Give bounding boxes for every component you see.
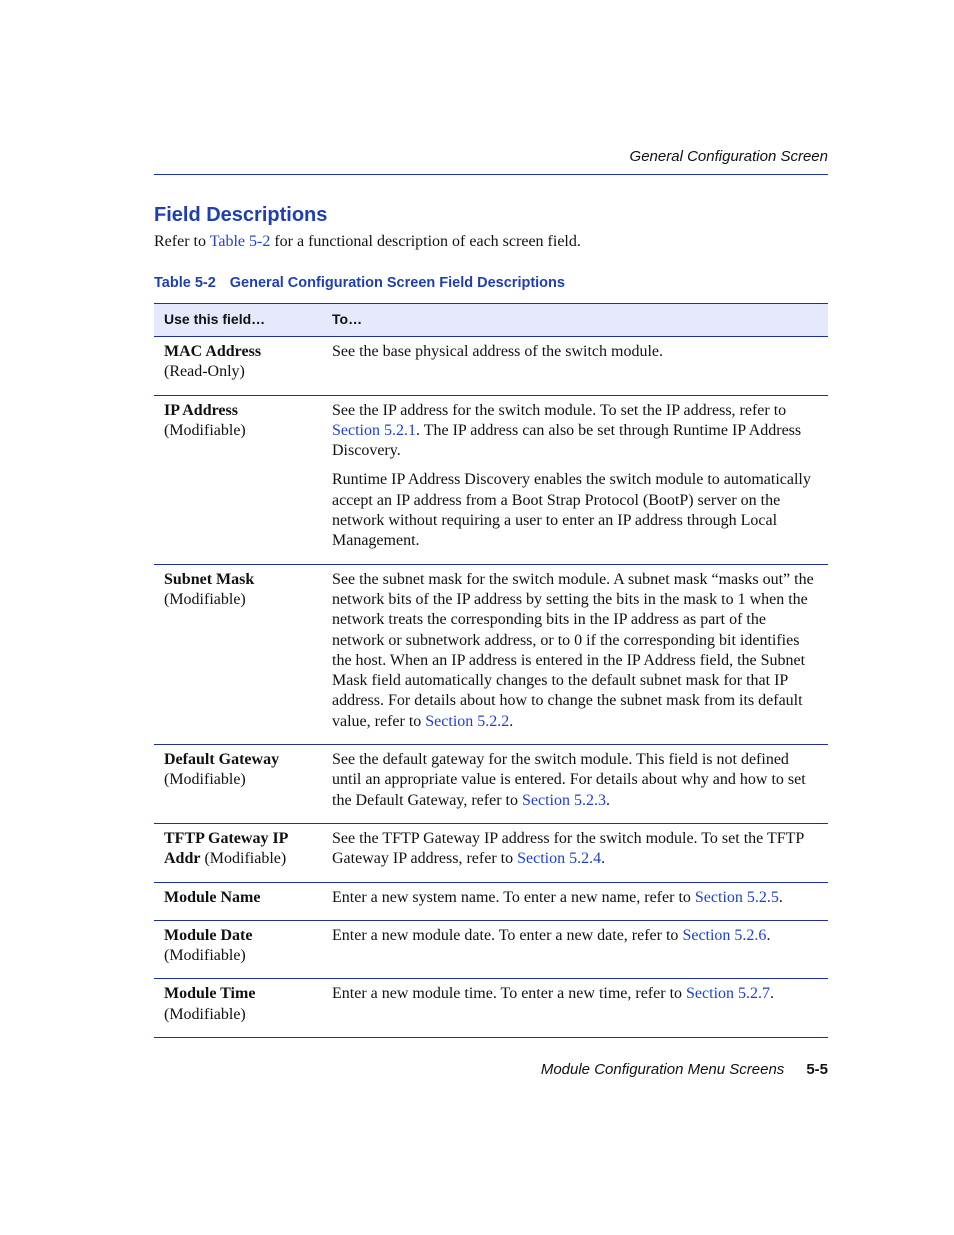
field-cell (154, 882, 322, 920)
description-part: . (509, 712, 514, 730)
description-part: Enter a new module time. To enter a new time, refer to (332, 985, 687, 1003)
intro-text: Refer to (154, 233, 210, 250)
field-cell (154, 564, 322, 744)
table-row (154, 979, 828, 1038)
description-part: . (766, 926, 771, 944)
field-qualifier: (Modifiable) (164, 947, 246, 965)
description-text (332, 926, 820, 946)
description-text (332, 570, 820, 732)
field-cell (154, 979, 322, 1038)
description-part: . (605, 791, 610, 809)
field-name: Module Date (164, 926, 253, 944)
header-rule (154, 174, 828, 175)
description-text (332, 888, 820, 908)
column-header-field: Use this field… (154, 304, 322, 337)
description-part: See the TFTP Gateway IP address for the switch module. To set the TFTP Gateway IP address, refer to (332, 829, 804, 868)
table-row (154, 823, 828, 882)
description-cell (322, 823, 828, 882)
description-cell (322, 395, 828, 564)
description-part: Enter a new system name. To enter a new name, refer to (332, 888, 695, 906)
field-cell (154, 745, 322, 824)
field-cell (154, 395, 322, 564)
table-row (154, 745, 828, 824)
field-qualifier: (Modifiable) (164, 1005, 246, 1023)
description-text: Runtime IP Address Discovery enables the switch module to automatically accept an IP address from a Boot Strap Protocol (BootP) server on the network without requiring a user to enter an IP address through Local Management. (332, 471, 811, 550)
section-5-2-3-link[interactable]: Section 5.2.3 (521, 791, 606, 809)
section-5-2-7-link[interactable]: Section 5.2.7 (686, 985, 771, 1003)
table-row (154, 395, 828, 564)
table-caption (154, 275, 565, 291)
description-text (332, 401, 820, 462)
field-qualifier: (Modifiable) (164, 421, 246, 439)
description-cell (322, 745, 828, 824)
field-descriptions-table (154, 303, 828, 1038)
section-title: Field Descriptions (154, 204, 328, 226)
table-caption-title: General Configuration Screen Field Descriptions (229, 275, 565, 291)
field-cell (154, 337, 322, 396)
table-row (154, 920, 828, 979)
description-cell (322, 920, 828, 979)
description-cell (322, 882, 828, 920)
section-5-2-6-link[interactable]: Section 5.2.6 (682, 926, 767, 944)
table-row (154, 882, 828, 920)
table-row (154, 564, 828, 744)
description-text: See the base physical address of the switch module. (332, 343, 664, 360)
description-text (332, 984, 820, 1004)
field-name: Module Time (164, 985, 256, 1003)
description-part: See the subnet mask for the switch module. A subnet mask “masks out” the network bits of the IP address by setting the bits in the mask to 1 when the network treats the corresponding bits in the IP address as part of the network or subnetwork address, or to 0 if the corresponding bit identifies the host. When an IP address is entered in the IP Address field, the Subnet Mask field automatically changes to the default subnet mask for that IP address. For details about how to change the subnet mask from its default value, refer to (332, 570, 814, 730)
table-5-2-link[interactable]: Table 5-2 (209, 233, 271, 250)
description-text (332, 750, 820, 811)
field-name: Subnet Mask (164, 570, 255, 588)
intro-paragraph (154, 233, 581, 251)
page-number: 5-5 (806, 1061, 828, 1078)
description-part: See the default gateway for the switch module. This field is not defined until an appropriate value is entered. For details about why and how to set the Default Gateway, refer to (332, 751, 806, 809)
field-name: Addr (164, 850, 201, 868)
section-5-2-5-link[interactable]: Section 5.2.5 (694, 888, 779, 906)
description-part: Enter a new module date. To enter a new date, refer to (332, 926, 683, 944)
section-5-2-2-link[interactable]: Section 5.2.2 (425, 712, 510, 730)
description-part: . The IP address can also be set through Runtime IP Address Discovery. (332, 421, 802, 460)
running-head: General Configuration Screen (629, 148, 828, 165)
description-part: . (770, 985, 775, 1003)
field-name: IP Address (164, 401, 238, 419)
description-cell (322, 564, 828, 744)
field-cell (154, 920, 322, 979)
field-qualifier: (Read-Only) (164, 363, 245, 381)
section-5-2-4-link[interactable]: Section 5.2.4 (517, 850, 602, 868)
description-part: See the IP address for the switch module. To set the IP address, refer to (332, 401, 787, 419)
footer-title: Module Configuration Menu Screens (540, 1061, 785, 1078)
description-cell (322, 337, 828, 396)
field-qualifier: (Modifiable) (164, 771, 246, 789)
table-row (154, 337, 828, 396)
field-name: Module Name (164, 888, 261, 906)
field-qualifier: (Modifiable) (164, 590, 246, 608)
field-name: TFTP Gateway IP (164, 829, 289, 847)
field-name: MAC Address (164, 343, 262, 360)
description-part: . (778, 888, 783, 906)
table-header-row (154, 304, 828, 337)
page-footer (541, 1061, 828, 1078)
field-cell (154, 823, 322, 882)
field-name: Default Gateway (164, 751, 280, 769)
section-5-2-1-link[interactable]: Section 5.2.1 (332, 421, 416, 439)
column-header-to: To… (322, 304, 828, 337)
field-qualifier: (Modifiable) (200, 850, 287, 868)
description-part: . (601, 850, 606, 868)
description-text (332, 829, 820, 870)
description-cell (322, 979, 828, 1038)
intro-text: for a functional description of each screen field. (270, 233, 581, 250)
table-caption-number: Table 5-2 (154, 275, 216, 291)
